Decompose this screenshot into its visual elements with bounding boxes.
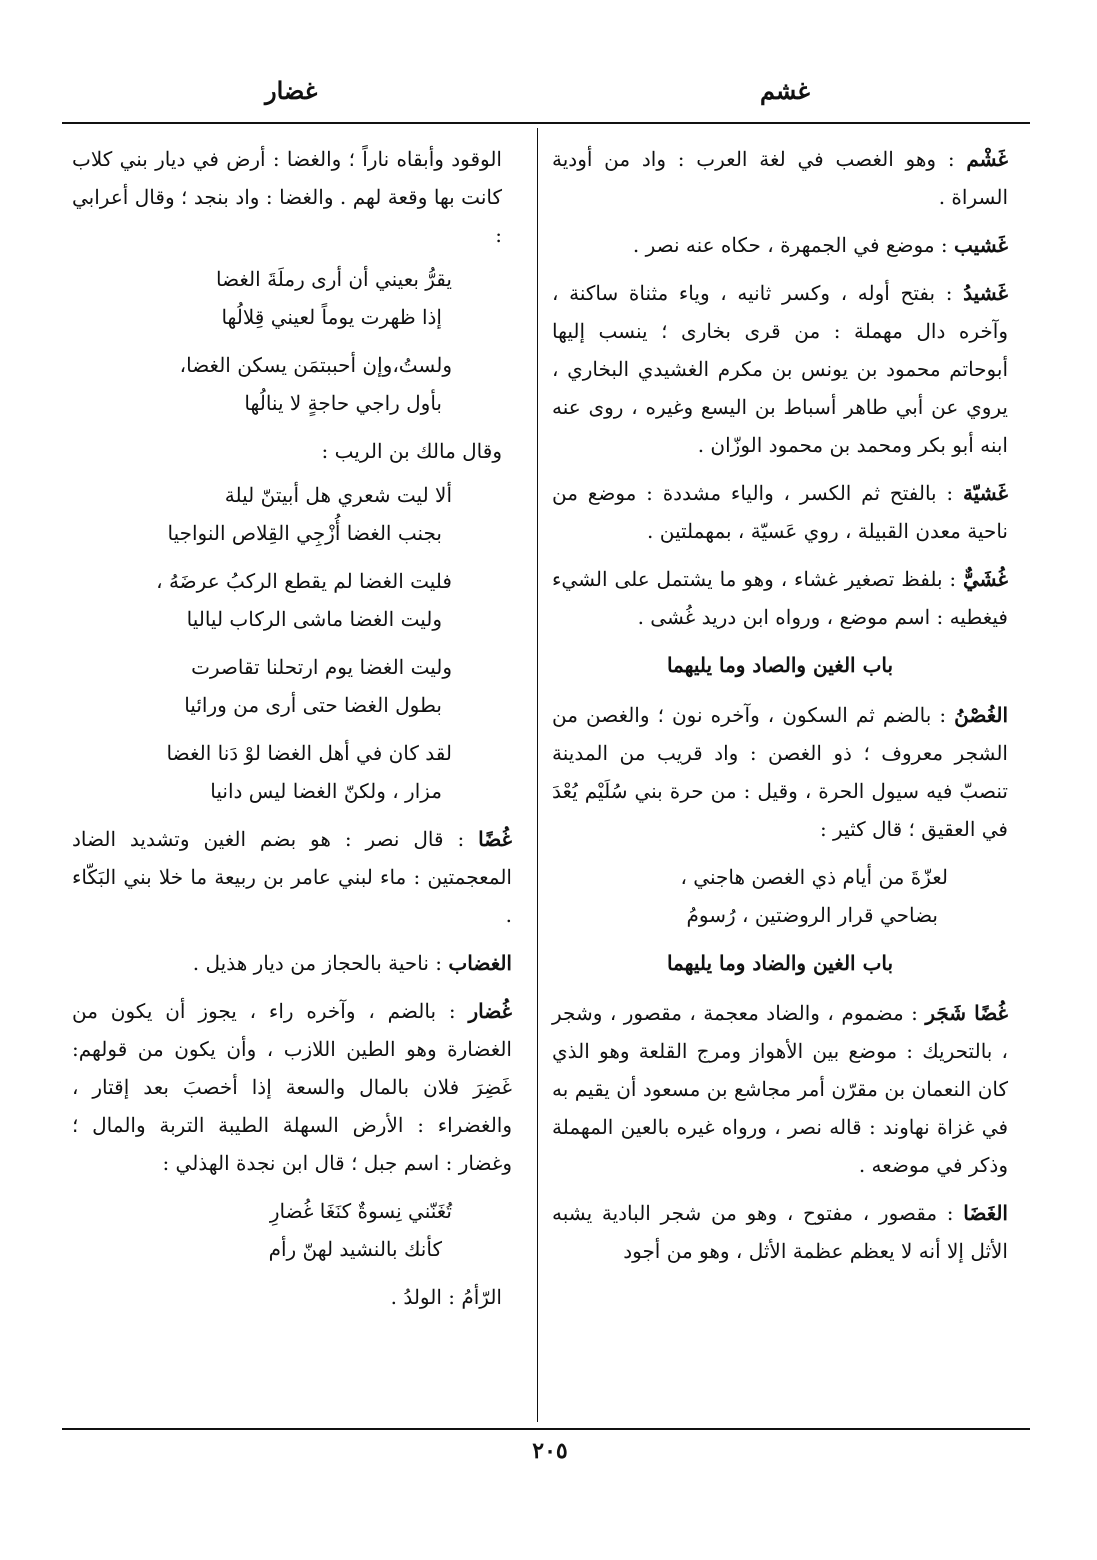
verse — [72, 734, 512, 810]
verse — [72, 260, 512, 336]
entry-definition: : قال نصر : هو بضم الغين وتشديد الضاد المعجمتين : ماء لبني عامر بن ربيعة ما خلا بني البَكّاء . — [72, 827, 512, 927]
verse-first-hemistich: فليت الغضا لم يقطع الركبُ عرضَهُ ، — [156, 569, 452, 593]
entry-headword: غَشيدُ — [963, 281, 1008, 305]
dictionary-entry — [72, 820, 512, 934]
entry-definition: : بالضم ثم السكون ، وآخره نون ؛ والغصن من الشجر معروف ؛ ذو الغصن : واد قريب من المدينة تنصبّ فيه سيول الحرة ، وقيل : من حرة بني سُلَيْم يُعْدَ في العقيق ؛ قال كثير : — [552, 703, 1008, 841]
entry-definition: : مضموم ، والضاد معجمة ، مقصور ، وشجر ، بالتحريك : موضع بين الأهواز ومرج القلعة وهو الذي كان النعمان بن مقرّن أمر مجاشع بن مسعود أن يقيم به في غزاة نهاوند : قاله نصر ، ورواه غيره بالعين المهملة وذكر في موضعه . — [552, 1001, 1008, 1177]
verse-second-hemistich: بضاحي قرار الروضتين ، رُسومُ — [686, 903, 938, 927]
page-number: ٢٠٥ — [532, 1438, 568, 1464]
verse-second-hemistich: كأنك بالنشيد لهنّ رأم — [268, 1237, 442, 1261]
dictionary-entry — [72, 992, 512, 1182]
running-header-right: غشم — [760, 76, 810, 105]
entry-headword: الغُصْنُ — [954, 703, 1009, 727]
entry-headword: غُضار — [468, 999, 513, 1023]
left-column — [72, 140, 512, 1322]
entry-headword: الغضاب — [448, 951, 512, 975]
entry-headword: غُشَيٌّ — [963, 567, 1008, 591]
verse — [72, 648, 512, 724]
entry-headword: غَشيب — [954, 233, 1008, 257]
entry-headword: غَشيّة — [962, 481, 1009, 505]
entry-definition: : ناحية بالحجاز من ديار هذيل . — [192, 951, 443, 975]
verse-second-hemistich: إذا ظهرت يوماً لعيني قِلالُها — [221, 305, 442, 329]
dictionary-entry — [552, 226, 1008, 264]
continuation-text: الوقود وأبقاه ناراً ؛ والغضا : أرض في ديار بني كلاب كانت بها وقعة لهم . والغضا : واد بنجد ؛ وقال أعرابي : — [72, 147, 502, 247]
verse — [72, 346, 512, 422]
bottom-rule — [62, 1428, 1030, 1430]
entry-definition: : بلفظ تصغير غشاء ، وهو ما يشتمل على الشيء فيغطيه : اسم موضع ، ورواه ابن دريد غُشى . — [552, 567, 1008, 629]
dictionary-entry — [552, 1194, 1008, 1270]
entry-definition: : بالفتح ثم الكسر ، والياء مشددة : موضع من ناحية معدن القبيلة ، روي عَسيّة ، بمهملتين . — [552, 481, 1008, 543]
entry-definition: : وهو الغصب في لغة العرب : واد من أودية السراة . — [552, 147, 1008, 209]
entry-headword: غُضًا شَجَر — [925, 1001, 1009, 1025]
verse — [72, 1192, 512, 1268]
section-heading: باب الغين والضاد وما يليهما — [666, 951, 894, 975]
dictionary-entry — [552, 140, 1008, 216]
top-rule — [62, 122, 1030, 124]
dictionary-entry — [552, 696, 1008, 848]
verse — [72, 476, 512, 552]
dictionary-entry — [552, 474, 1008, 550]
section-heading: باب الغين والصاد وما يليهما — [666, 653, 894, 677]
verse-first-hemistich: لقد كان في أهل الغضا لوْ دَنا الغضا — [166, 741, 452, 765]
running-header-left: غضار — [265, 76, 318, 105]
dictionary-entry — [552, 560, 1008, 636]
verse-second-hemistich: مزار ، ولكنّ الغضا ليس دانيا — [210, 779, 442, 803]
verse-first-hemistich: لعزّةَ من أيام ذي الغصن هاجني ، — [680, 865, 948, 889]
entry-headword: غَشْم — [966, 147, 1008, 171]
verse — [72, 562, 512, 638]
entry-definition: : موضع في الجمهرة ، حكاه عنه نصر . — [632, 233, 948, 257]
entry-definition: : مقصور ، مفتوح ، وهو من شجر البادية يشبه الأثل إلا أنه لا يعظم عظمة الأثل ، وهو من أجود — [552, 1201, 1008, 1263]
verse-first-hemistich: ولستُ،وإن أحببتمَن يسكن الغضا، — [179, 353, 452, 377]
continuation-text: وقال مالك بن الريب : — [321, 439, 502, 463]
entry-headword: الغَضَا — [963, 1201, 1008, 1225]
verse-second-hemistich: بأول راجي حاجةٍ لا ينالُها — [244, 391, 442, 415]
continuation-text: الرّأمُ : الولدُ . — [390, 1285, 502, 1309]
verse-first-hemistich: وليت الغضا يوم ارتحلنا تقاصرت — [191, 655, 452, 679]
dictionary-entry — [552, 274, 1008, 464]
verse-second-hemistich: بجنب الغضا أُزْجِي القِلاص النواجيا — [167, 521, 442, 545]
verse-second-hemistich: بطول الغضا حتى أرى من ورائيا — [184, 693, 442, 717]
verse-first-hemistich: يقرُّ بعيني أن أرى رملَةَ الغضا — [215, 267, 452, 291]
right-column — [552, 140, 1008, 1280]
verse-first-hemistich: ألا ليت شعري هل أبيتنّ ليلة — [224, 483, 452, 507]
entry-headword: غُضًا — [478, 827, 513, 851]
verse-first-hemistich: تُغَنّني نِسوةٌ كنَغَا غُضارِ — [269, 1199, 452, 1223]
entry-definition: : بفتح أوله ، وكسر ثانيه ، وياء مثناة ساكنة ، وآخره دال مهملة : من قرى بخارى ؛ ينسب إليها أبوحاتم محمود بن يونس بن مكرم الغشيدي البخاري ، يروي عن أبي طاهر أسباط بن اليسع وغيره ، روى عنه ابنه أبو بكر ومحمد بن محمود الوزّان . — [552, 281, 1008, 457]
entry-definition: : بالضم ، وآخره راء ، يجوز أن يكون من الغضارة وهو الطين اللازب ، وأن يكون من قولهم: غَضِرَ فلان بالمال والسعة إذا أخصبَ بعد إقتار ، والغضراء : الأرض السهلة الطيبة التربة والمال ؛ وغضار : اسم جبل ؛ قال ابن نجدة الهذلي : — [72, 999, 512, 1175]
column-divider — [537, 128, 538, 1422]
dictionary-entry — [552, 994, 1008, 1184]
verse-second-hemistich: وليت الغضا ماشى الركاب لياليا — [186, 607, 442, 631]
dictionary-entry — [72, 944, 512, 982]
verse — [552, 858, 1008, 934]
